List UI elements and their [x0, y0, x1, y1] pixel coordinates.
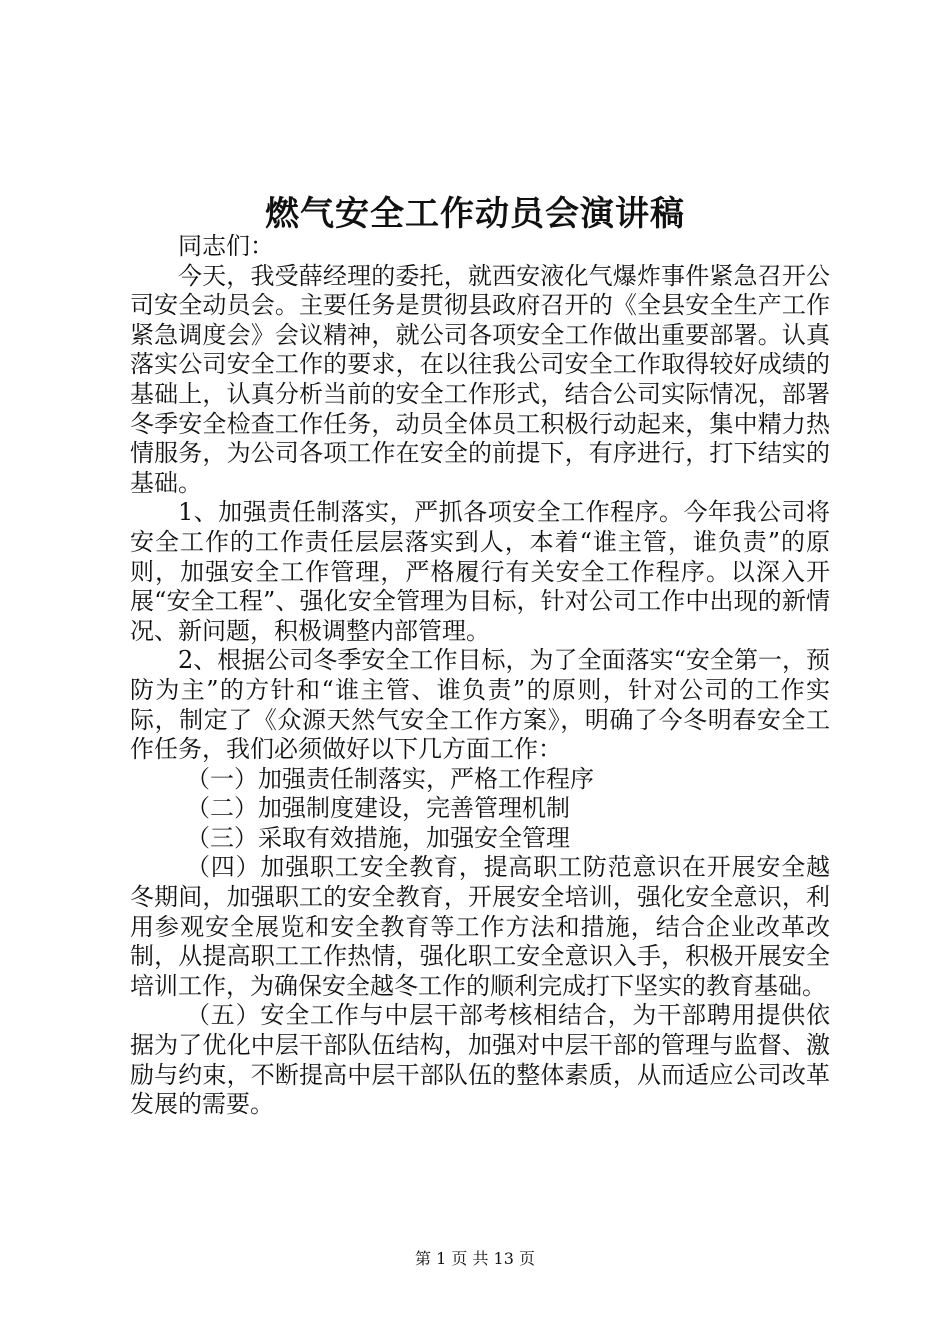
paragraph: 2、根据公司冬季安全工作目标，为了全面落实“安全第一，预防为主”的方针和“谁主管、谁负责”的原则，针对公司的工作实际，制定了《众源天然气安全工作方案》，明确了今冬明春安全工作任务，我们必须做好以下几方面工作： — [130, 646, 830, 764]
list-item: （四）加强职工安全教育，提高职工防范意识在开展安全越冬期间，加强职工的安全教育，开展安全培训，强化安全意识，利用参观安全展览和安全教育等工作方法和措施，结合企业改革改制，从提高职工工作热情，强化职工安全意识入手，积极开展安全培训工作，为确保安全越冬工作的顺利完成打下坚实的教育基础。 — [130, 853, 830, 1000]
list-item: （二）加强制度建设，完善管理机制 — [186, 794, 570, 823]
paragraph: 1、加强责任制落实，严抓各项安全工作程序。今年我公司将安全工作的工作责任层层落实到人，本着“谁主管，谁负责”的原则，加强安全工作管理，严格履行有关安全工作程序。以深入开展“安全工程”、强化安全管理为目标，针对公司工作中出现的新情况、新问题，积极调整内部管理。 — [130, 498, 830, 645]
list-item: （一）加强责任制落实，严格工作程序 — [186, 764, 594, 793]
document-body — [130, 232, 830, 1120]
list-item: （三）采取有效措施，加强安全管理 — [186, 823, 570, 852]
list-item: （五）安全工作与中层干部考核相结合，为干部聘用提供依据为了优化中层干部队伍结构，加强对中层干部的管理与监督、激励与约束，不断提高中层干部队伍的整体素质，从而适应公司改革发展的需要。 — [130, 1001, 830, 1119]
salutation: 同志们： — [178, 232, 274, 260]
paragraph: 今天，我受薛经理的委托，就西安液化气爆炸事件紧急召开公司安全动员会。主要任务是贯彻县政府召开的《全县安全生产工作紧急调度会》会议精神，就公司各项安全工作做出重要部署。认真落实公司安全工作的要求，在以往我公司安全工作取得较好成绩的基础上，认真分析当前的安全工作形式，结合公司实际情况，部署冬季安全检查工作任务，动员全体员工积极行动起来，集中精力热情服务，为公司各项工作在安全的前提下，有序进行，打下结实的基础。 — [130, 261, 830, 497]
page-number-footer: 第 1 页 共 13 页 — [415, 1249, 535, 1268]
document-title: 燃气安全工作动员会演讲稿 — [265, 194, 685, 234]
